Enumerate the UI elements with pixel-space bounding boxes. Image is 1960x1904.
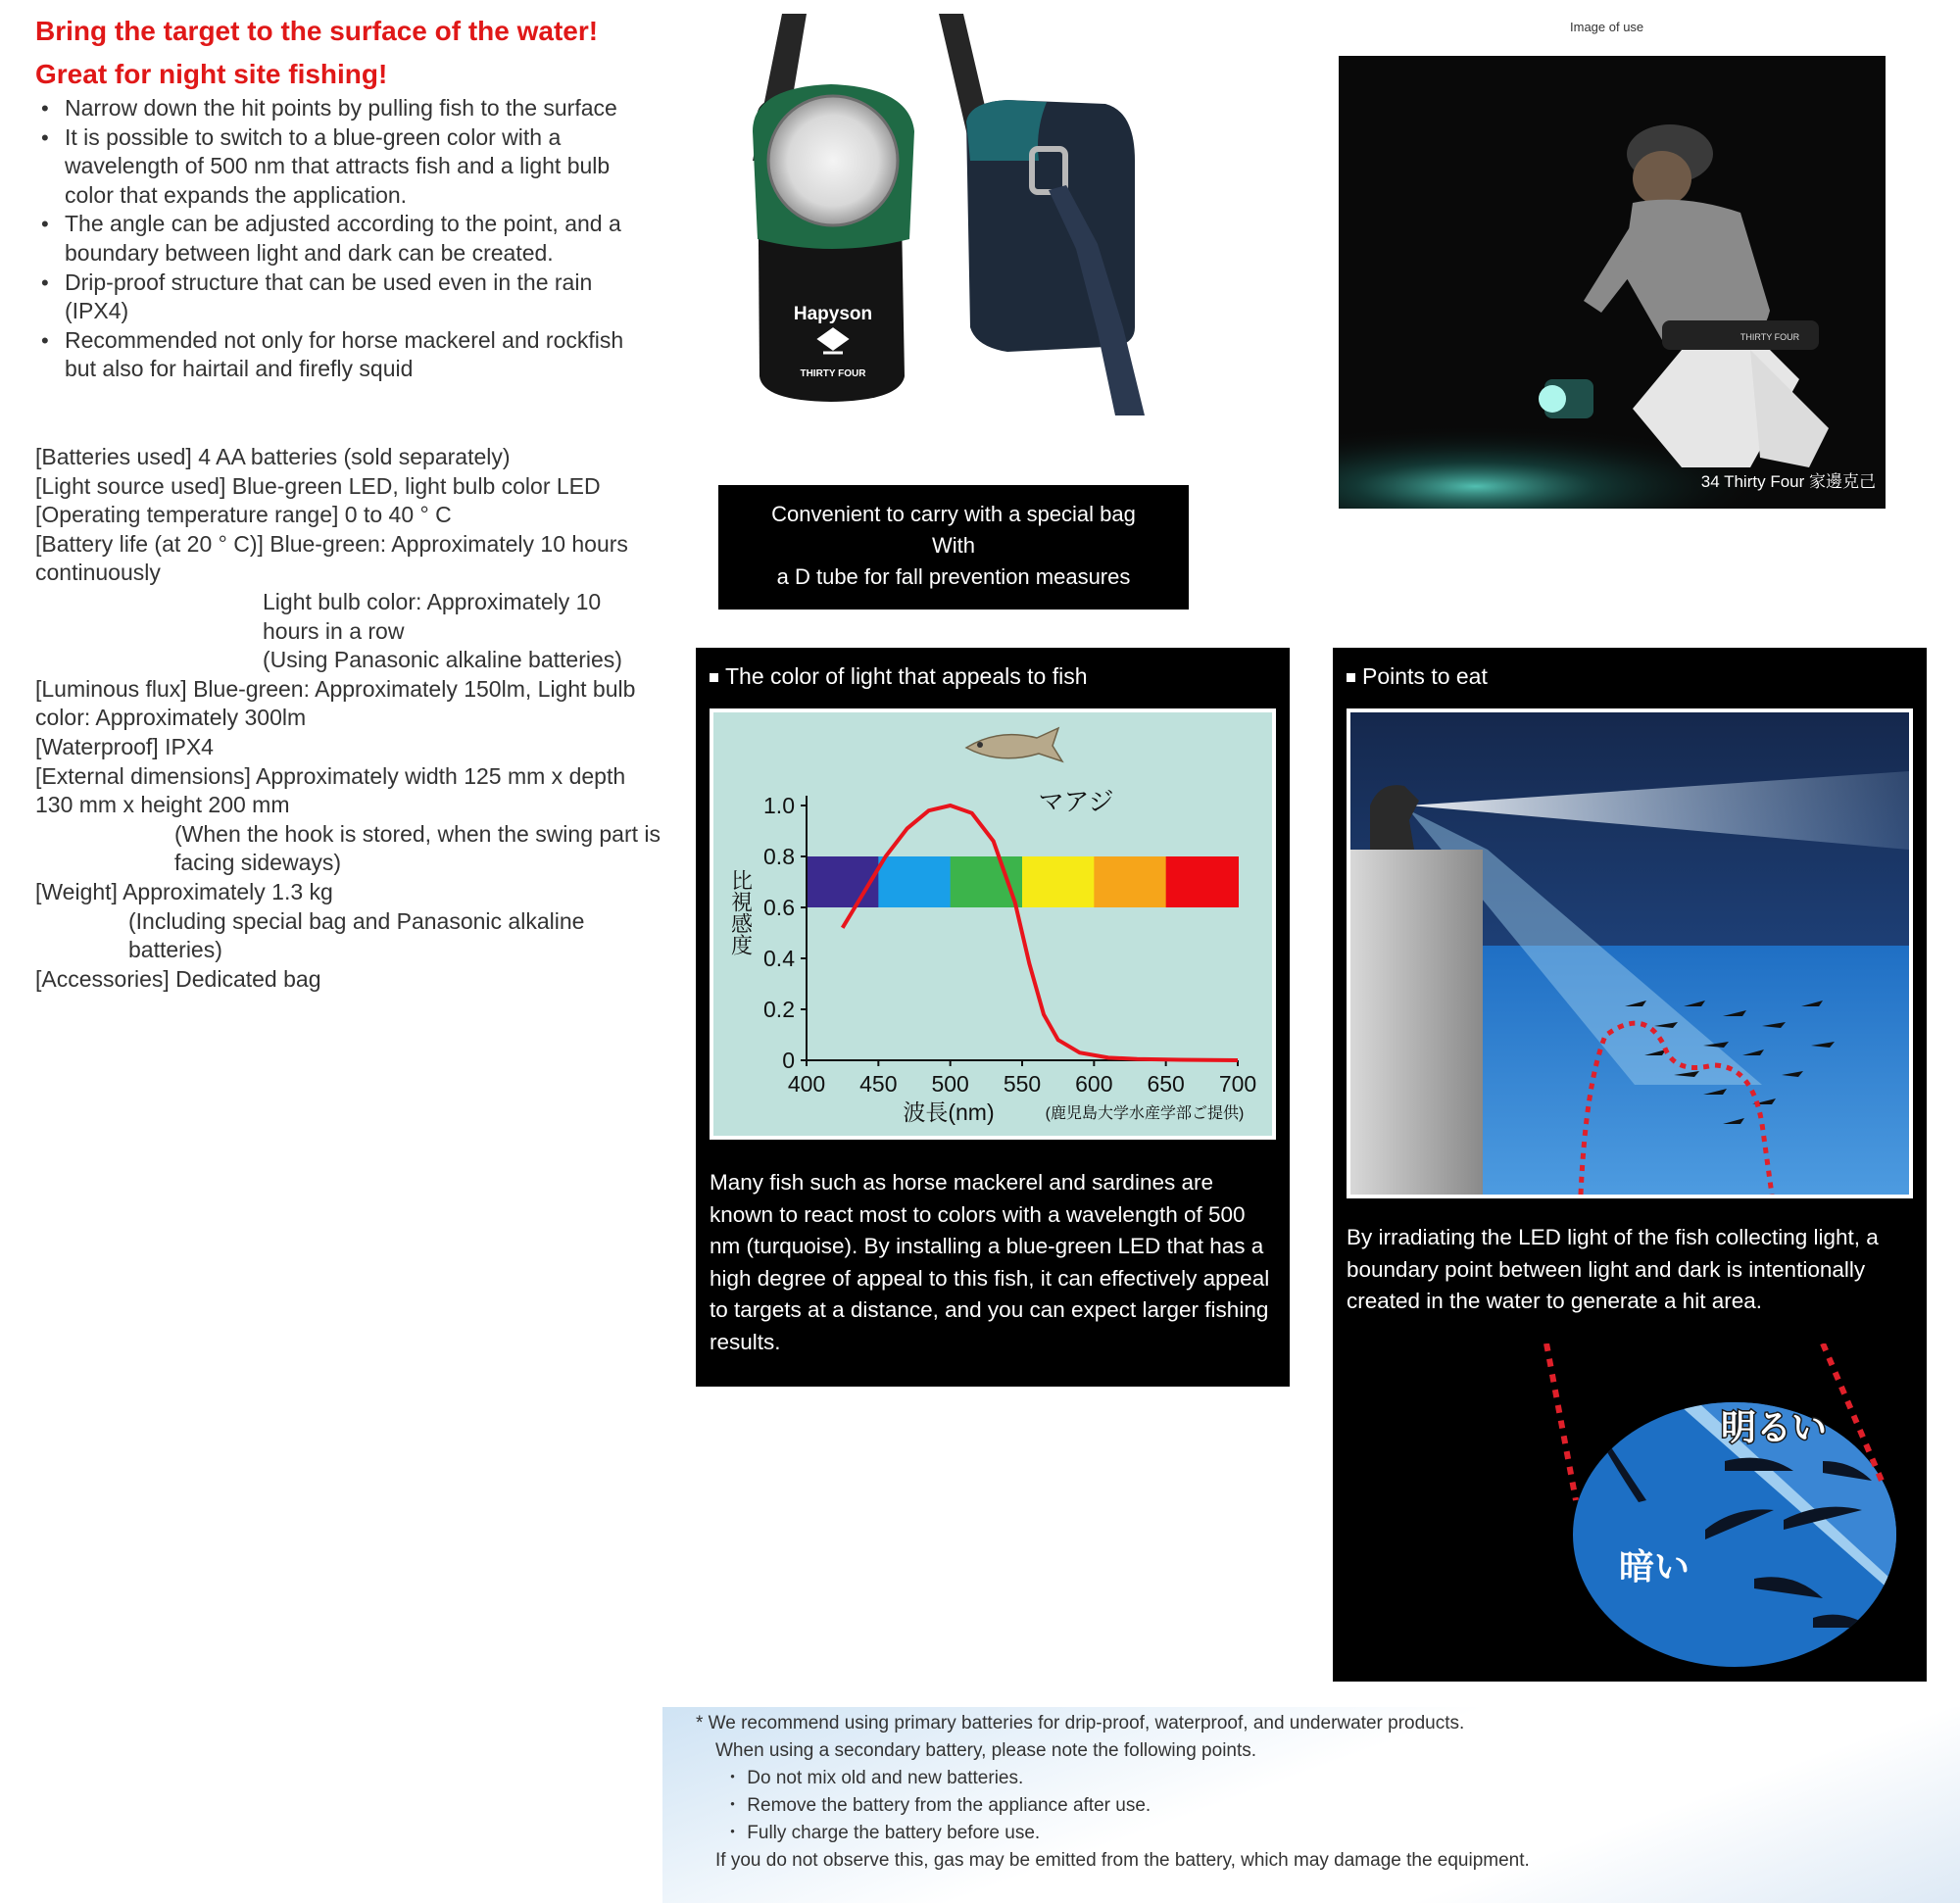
spec-dimensions: [External dimensions] Approximately width 125 mm x depth 130 mm x height 200 mm bbox=[35, 762, 626, 818]
angler-illustration bbox=[1339, 56, 1886, 509]
product-caption bbox=[718, 485, 1189, 610]
hit-area-illustration bbox=[1350, 712, 1909, 1195]
headline-primary: Bring the target to the surface of the water! bbox=[35, 16, 599, 46]
x-tick-label: 650 bbox=[1147, 1071, 1185, 1097]
x-tick-label: 400 bbox=[787, 1071, 826, 1097]
eat-panel-title bbox=[1347, 663, 1488, 690]
closeup-illustration bbox=[1529, 1343, 1901, 1667]
feature-item: • The angle can be adjusted according to the point, and a boundary between light and dark can be created. bbox=[35, 210, 653, 268]
closeup-circle bbox=[1529, 1343, 1901, 1667]
face bbox=[1633, 151, 1691, 206]
lantern-lens bbox=[1539, 385, 1566, 413]
pier-wall bbox=[1350, 850, 1483, 1195]
feature-item: • Narrow down the hit points by pulling fish to the surface bbox=[35, 94, 653, 123]
spectrum-segment bbox=[1094, 856, 1166, 907]
note-line: If you do not observe this, gas may be emitted from the battery, which may damage the equipment. bbox=[715, 1850, 1530, 1871]
bright-label: 明るい bbox=[1720, 1407, 1828, 1447]
lens bbox=[768, 96, 898, 225]
note-line: ・ Remove the battery from the appliance after use. bbox=[723, 1795, 1152, 1816]
spec-dimensions-note: (When the hook is stored, when the swing part is facing sideways) bbox=[174, 820, 662, 876]
spec-weight-note: (Including special bag and Panasonic alkaline batteries) bbox=[128, 907, 585, 963]
product-illustration bbox=[713, 14, 1203, 415]
brand-text: Hapyson bbox=[793, 304, 873, 324]
color-panel-title-text: The color of light that appeals to fish bbox=[725, 663, 1088, 689]
color-panel bbox=[696, 648, 1290, 1387]
hit-area-diagram bbox=[1347, 708, 1913, 1198]
x-axis-label: 波長(nm) bbox=[903, 1099, 995, 1125]
spectrum-segment bbox=[1166, 856, 1239, 907]
sensitivity-curve bbox=[843, 806, 1238, 1060]
feature-item: • Recommended not only for horse mackerel and rockfish but also for hairtail and firefly squid bbox=[35, 326, 653, 384]
y-tick-label: 1.0 bbox=[763, 793, 795, 818]
x-tick-labels bbox=[788, 1060, 1256, 1097]
fish-icon bbox=[966, 728, 1062, 761]
use-image-label: Image of use bbox=[1570, 20, 1644, 34]
feature-item: • It is possible to switch to a blue-green color with a wavelength of 500 nm that attracts fish and a light bulb color that expands the application. bbox=[35, 123, 653, 211]
note-line: * We recommend using primary batteries for drip-proof, waterproof, and underwater products. bbox=[696, 1713, 1465, 1733]
caption-line: a D tube for fall prevention measures bbox=[776, 564, 1131, 589]
belt-text: THIRTY FOUR bbox=[1740, 332, 1800, 342]
spec-waterproof: [Waterproof] IPX4 bbox=[35, 733, 214, 759]
spec-light-source: [Light source used] Blue-green LED, light bulb color LED bbox=[35, 472, 601, 499]
spec-weight: [Weight] Approximately 1.3 kg bbox=[35, 878, 333, 904]
chart-title: マアジ bbox=[1038, 787, 1114, 816]
spec-battery-life-bulb: Light bulb color: Approximately 10 hours in a row bbox=[263, 588, 602, 644]
y-tick-labels bbox=[763, 793, 807, 1073]
dark-label: 暗い bbox=[1618, 1546, 1690, 1587]
bullet-square-icon bbox=[710, 673, 718, 682]
feature-item: • Drip-proof structure that can be used even in the rain (IPX4) bbox=[35, 269, 653, 326]
eat-panel-title-text: Points to eat bbox=[1362, 663, 1488, 689]
y-tick-label: 0.6 bbox=[763, 895, 795, 920]
spec-flux: [Luminous flux] Blue-green: Approximately 150lm, Light bulb color: Approximately 300lm bbox=[35, 675, 636, 731]
x-tick-label: 600 bbox=[1075, 1071, 1113, 1097]
chart-source-note: (鹿児島大学水産学部ご提供) bbox=[1045, 1105, 1245, 1122]
spec-battery-life-note: (Using Panasonic alkaline batteries) bbox=[263, 647, 622, 673]
y-tick-label: 0.2 bbox=[763, 997, 795, 1022]
use-photo bbox=[1339, 56, 1886, 509]
note-line: ・ Fully charge the battery before use. bbox=[723, 1823, 1041, 1843]
x-tick-label: 700 bbox=[1218, 1071, 1257, 1097]
spec-accessories: [Accessories] Dedicated bag bbox=[35, 965, 321, 992]
photo-credit: 34 Thirty Four 家邊克己 bbox=[1700, 472, 1876, 491]
bullet-square-icon bbox=[1347, 673, 1355, 682]
eat-panel bbox=[1333, 648, 1927, 1682]
sensitivity-chart-svg bbox=[713, 712, 1272, 1136]
color-panel-text: Many fish such as horse mackerel and sardines are known to react most to colors with a wavelength of 500 nm (turquoise). By installing a blue-green LED that has a high degree of appeal to this fish, it can effectively appeal to targets at a distance, and you can expect larger fishing results. bbox=[710, 1170, 1270, 1354]
boundary-marker-left bbox=[1546, 1343, 1576, 1500]
x-tick-label: 500 bbox=[931, 1071, 969, 1097]
spec-battery-life: [Battery life (at 20 ° C)] Blue-green: Approximately 10 hours continuously bbox=[35, 530, 628, 586]
logo-text: THIRTY FOUR bbox=[800, 368, 866, 379]
caption-line: With bbox=[932, 533, 975, 558]
spectrum-segment bbox=[1022, 856, 1095, 907]
x-tick-label: 550 bbox=[1003, 1071, 1042, 1097]
battery-notes bbox=[696, 1710, 1530, 1875]
spec-batteries: [Batteries used] 4 AA batteries (sold separately) bbox=[35, 444, 511, 469]
headline-secondary: Great for night site fishing! bbox=[35, 59, 388, 89]
note-line: ・ Do not mix old and new batteries. bbox=[723, 1768, 1024, 1788]
feature-list bbox=[35, 94, 653, 384]
eat-panel-text: By irradiating the LED light of the fish collecting light, a boundary point between light and dark is intentionally created in the water to generate a hit area. bbox=[1347, 1225, 1879, 1314]
sensitivity-chart bbox=[710, 708, 1276, 1140]
note-line: When using a secondary battery, please note the following points. bbox=[715, 1740, 1257, 1761]
spec-list bbox=[35, 443, 662, 994]
x-tick-label: 450 bbox=[859, 1071, 898, 1097]
color-panel-title bbox=[710, 663, 1088, 690]
product-photo bbox=[713, 14, 1203, 415]
spec-temperature: [Operating temperature range] 0 to 40 ° C bbox=[35, 502, 452, 528]
y-axis-label: 比視感度 bbox=[728, 869, 754, 955]
y-tick-label: 0.4 bbox=[763, 946, 795, 971]
caption-line: Convenient to carry with a special bag bbox=[771, 502, 1136, 526]
spectrum-segment bbox=[878, 856, 951, 907]
y-tick-label: 0 bbox=[782, 1048, 795, 1073]
y-tick-label: 0.8 bbox=[763, 844, 795, 869]
